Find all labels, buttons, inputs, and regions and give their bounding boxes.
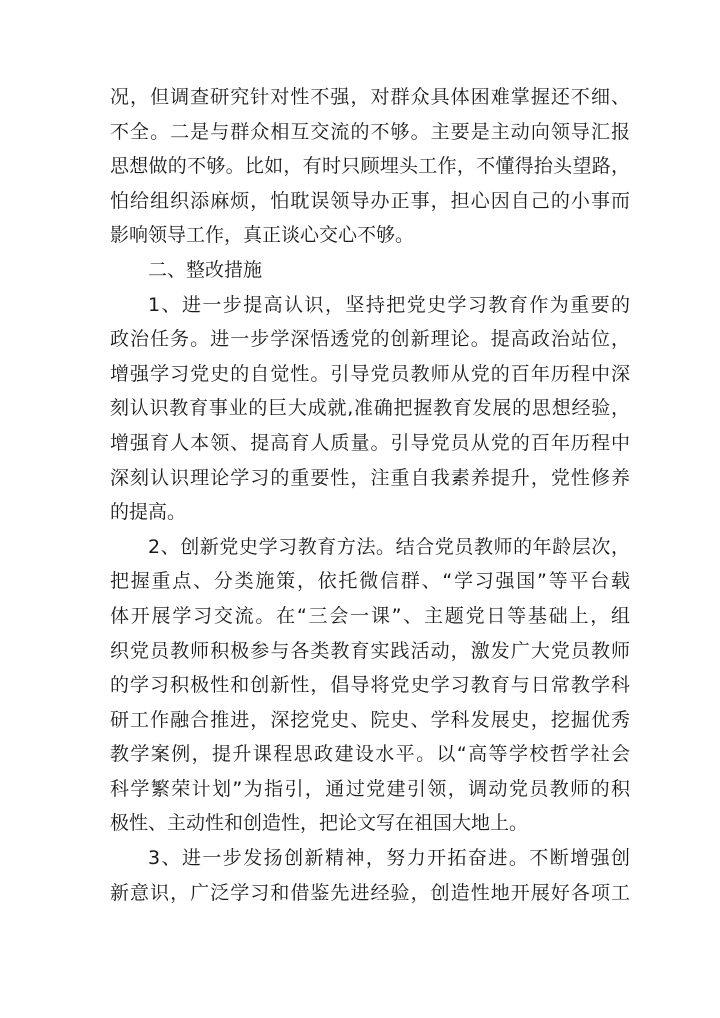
text-line: 织党员教师积极参与各类教育实践活动，激发广大党员教师	[110, 639, 630, 662]
text-line: 3、进一步发扬创新精神，努力开拓奋进。不断增强创	[148, 847, 630, 870]
text-line: 研工作融合推进，深挖党史、院史、学科发展史，挖掘优秀	[110, 708, 630, 731]
text-line: 的学习积极性和创新性，倡导将党史学习教育与日常教学科	[110, 674, 630, 697]
text-line: 把握重点、分类施策，依托微信群、“学习强国”等平台载	[110, 570, 630, 593]
text-line: 思想做的不够。比如，有时只顾埋头工作，不懂得抬头望路，	[110, 155, 630, 178]
text-line: 刻认识教育事业的巨大成就,准确把握教育发展的思想经验，	[110, 397, 630, 420]
text-line: 况，但调查研究针对性不强，对群众具体困难掌握还不细、	[110, 86, 630, 108]
text-line: 深刻认识理论学习的重要性，注重自我素养提升，党性修养	[110, 466, 630, 489]
section-heading: 二、整改措施	[148, 258, 263, 281]
text-line: 极性、主动性和创造性，把论文写在祖国大地上。	[110, 812, 529, 835]
text-line: 怕给组织添麻烦，怕耽误领导办正事，担心因自己的小事而	[110, 189, 630, 212]
text-line: 2、创新党史学习教育方法。结合党员教师的年龄层次，	[148, 535, 630, 558]
text-line: 科学繁荣计划”为指引，通过党建引领，调动党员教师的积	[110, 777, 630, 800]
text-line: 新意识，广泛学习和借鉴先进经验，创造性地开展好各项工	[110, 881, 630, 904]
text-line: 增强学习党史的自觉性。引导党员教师从党的百年历程中深	[110, 362, 630, 385]
document-body	[110, 80, 630, 910]
text-line: 1、进一步提高认识，坚持把党史学习教育作为重要的	[148, 293, 630, 316]
text-line: 政治任务。进一步学深悟透党的创新理论。提高政治站位，	[110, 328, 630, 351]
text-line: 教学案例，提升课程思政建设水平。以“高等学校哲学社会	[110, 743, 630, 766]
text-line: 增强育人本领、提高育人质量。引导党员从党的百年历程中	[110, 431, 630, 454]
text-line: 体开展学习交流。在“三会一课”、主题党日等基础上，组	[110, 604, 630, 627]
text-line: 的提高。	[110, 501, 187, 524]
text-line: 影响领导工作，真正谈心交心不够。	[110, 224, 415, 247]
text-line: 不全。二是与群众相互交流的不够。主要是主动向领导汇报	[110, 120, 630, 143]
